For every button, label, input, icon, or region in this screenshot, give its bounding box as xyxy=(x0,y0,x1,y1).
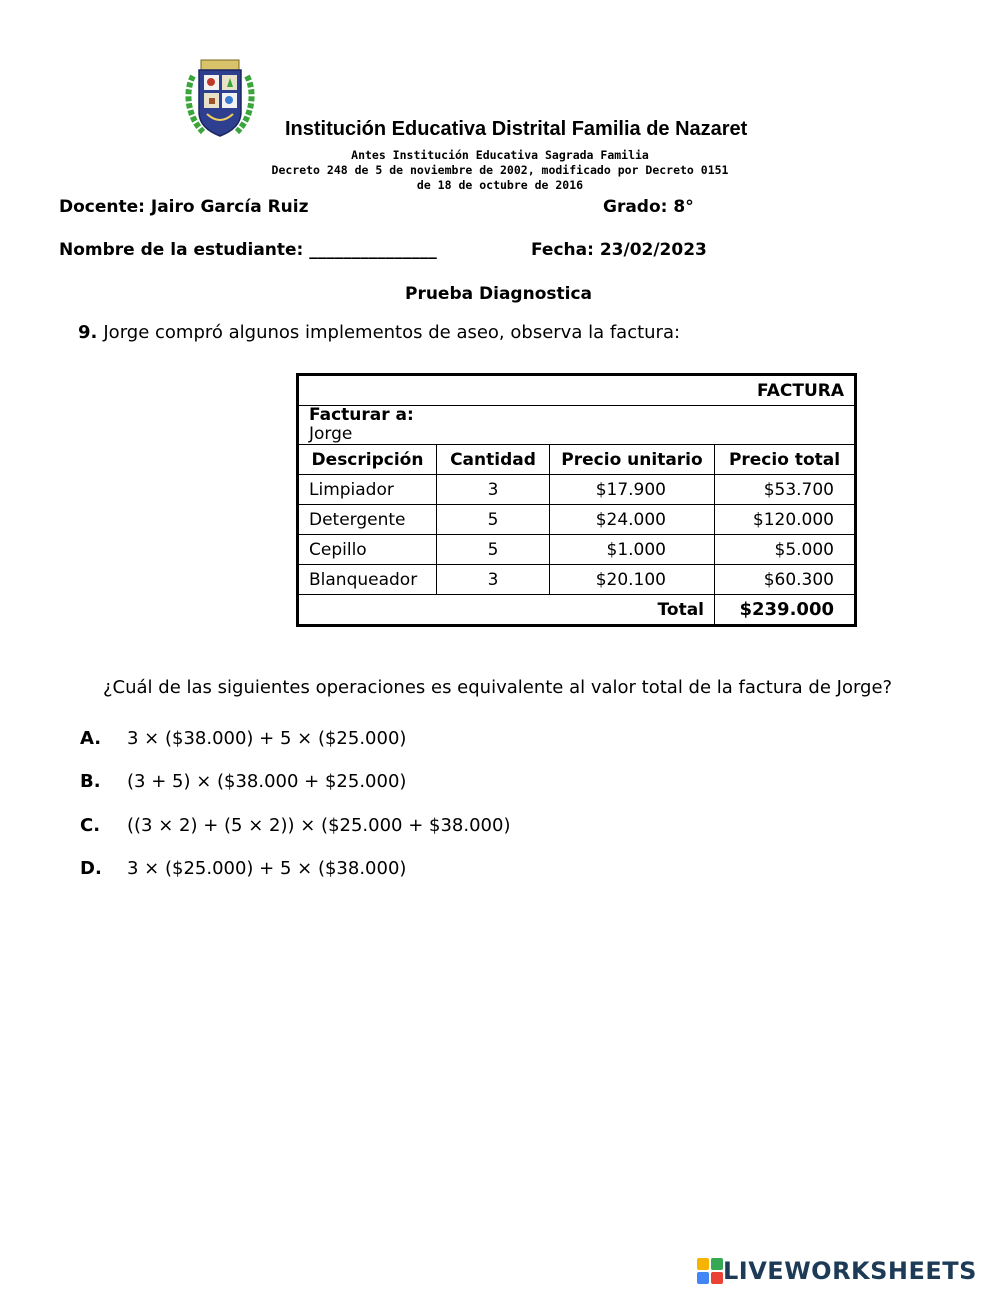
test-title: Prueba Diagnostica xyxy=(404,284,593,304)
option-letter: A. xyxy=(80,728,102,749)
cell-quantity: 3 xyxy=(437,475,550,505)
option-text: (3 + 5) × ($38.000 + $25.000) xyxy=(127,771,407,792)
cell-quantity: 5 xyxy=(437,535,550,565)
option-letter: D. xyxy=(80,858,102,879)
total-label: Total xyxy=(298,595,715,626)
cell-quantity: 3 xyxy=(437,565,550,595)
option-d[interactable] xyxy=(80,858,406,879)
option-text: 3 × ($38.000) + 5 × ($25.000) xyxy=(127,728,407,749)
table-row xyxy=(298,565,856,595)
question-number: 9. xyxy=(78,322,98,343)
option-a[interactable] xyxy=(80,728,406,749)
question-prompt xyxy=(78,322,680,343)
former-name: Antes Institución Educativa Sagrada Familia xyxy=(351,148,649,162)
date-label: Fecha: 23/02/2023 xyxy=(531,240,707,260)
grade-label: Grado: 8° xyxy=(603,197,694,217)
school-crest-logo xyxy=(183,56,257,140)
student-name-field: Nombre de la estudiante: _______________ xyxy=(59,240,437,260)
table-row xyxy=(298,505,856,535)
bill-to-name: Jorge xyxy=(309,424,353,444)
col-header-unit-price: Precio unitario xyxy=(550,445,715,475)
table-row xyxy=(298,535,856,565)
question-text: Jorge compró algunos implementos de aseo, observa la factura: xyxy=(103,322,681,343)
teacher-label: Docente: Jairo García Ruiz xyxy=(59,197,309,217)
cell-quantity: 5 xyxy=(437,505,550,535)
cell-total-price: $60.300 xyxy=(715,565,856,595)
liveworksheets-watermark xyxy=(697,1256,977,1286)
col-header-description: Descripción xyxy=(298,445,437,475)
cell-total-price: $5.000 xyxy=(715,535,856,565)
invoice-title-row xyxy=(298,375,856,406)
bill-to-cell xyxy=(298,406,856,445)
invoice-header-row xyxy=(298,445,856,475)
liveworksheets-logo-icon xyxy=(697,1258,723,1284)
question-ask: ¿Cuál de las siguientes operaciones es equivalente al valor total de la factura de Jorge? xyxy=(103,677,893,698)
cell-total-price: $120.000 xyxy=(715,505,856,535)
option-text: 3 × ($25.000) + 5 × ($38.000) xyxy=(127,858,407,879)
option-letter: B. xyxy=(80,771,101,792)
cell-description: Limpiador xyxy=(298,475,437,505)
col-header-total-price: Precio total xyxy=(715,445,856,475)
liveworksheets-brand: LIVEWORKSHEETS xyxy=(723,1257,977,1285)
table-row xyxy=(298,475,856,505)
cell-description: Detergente xyxy=(298,505,437,535)
cell-unit-price: $24.000 xyxy=(550,505,715,535)
bill-to-label: Facturar a: xyxy=(309,405,414,425)
invoice-table xyxy=(296,373,857,627)
cell-description: Cepillo xyxy=(298,535,437,565)
cell-total-price: $53.700 xyxy=(715,475,856,505)
cell-unit-price: $1.000 xyxy=(550,535,715,565)
option-letter: C. xyxy=(80,815,101,836)
option-b[interactable] xyxy=(80,771,406,792)
col-header-quantity: Cantidad xyxy=(437,445,550,475)
cell-description: Blanqueador xyxy=(298,565,437,595)
total-value: $239.000 xyxy=(715,595,856,626)
decree-line-2: de 18 de octubre de 2016 xyxy=(416,178,584,192)
invoice-total-row xyxy=(298,595,856,626)
cell-unit-price: $17.900 xyxy=(550,475,715,505)
option-text: ((3 × 2) + (5 × 2)) × ($25.000 + $38.000) xyxy=(127,815,511,836)
invoice-title: FACTURA xyxy=(298,375,856,406)
cell-unit-price: $20.100 xyxy=(550,565,715,595)
option-c[interactable] xyxy=(80,815,510,836)
institution-name: Institución Educativa Distrital Familia de Nazaret xyxy=(285,118,748,140)
bill-to-row xyxy=(298,406,856,445)
decree-line-1: Decreto 248 de 5 de noviembre de 2002, modificado por Decreto 0151 xyxy=(271,163,729,177)
